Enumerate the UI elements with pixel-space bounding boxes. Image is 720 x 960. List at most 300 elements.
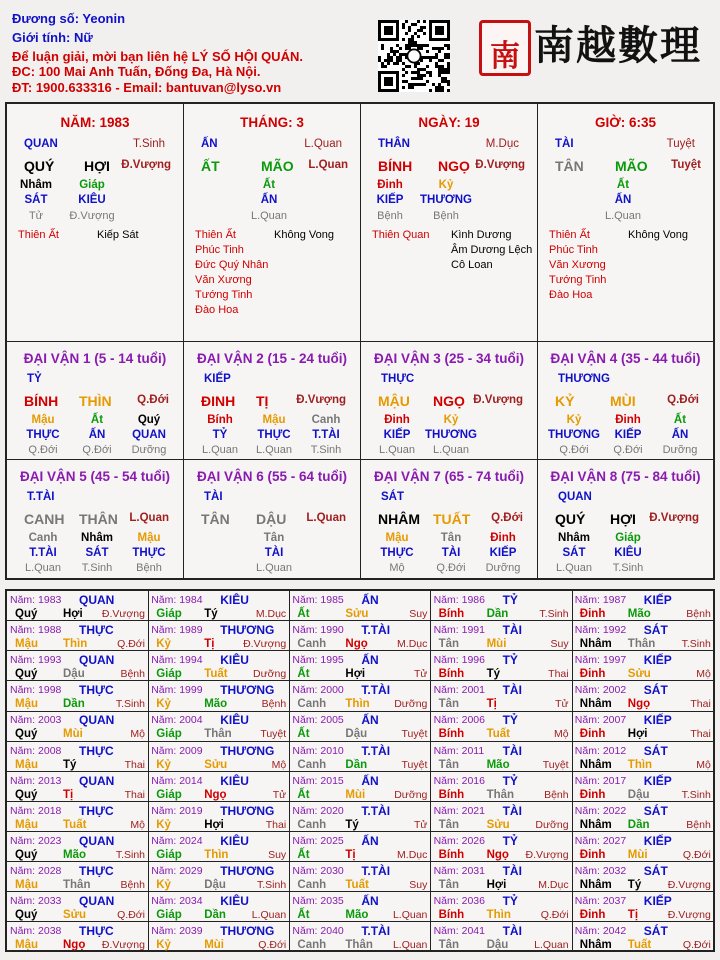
year-cell[interactable] xyxy=(148,621,290,651)
year-label xyxy=(575,835,626,847)
year-label xyxy=(292,775,343,787)
dai-van-hidden-god: QUAN xyxy=(132,429,166,441)
year-stem: Canh xyxy=(297,698,327,711)
qr-code-graphic xyxy=(378,20,450,92)
dai-van-hidden-stem: Tân xyxy=(440,532,462,544)
year-stage: Đ.Vượng xyxy=(525,848,569,861)
year-stage: Thai xyxy=(265,818,287,831)
dai-van-stage: L.Quan xyxy=(129,512,169,524)
heaven-god: THÂN xyxy=(378,138,410,150)
year-stem: Mậu xyxy=(15,638,38,651)
year-branch: Sửu xyxy=(63,909,87,921)
year-god: TÀI xyxy=(502,924,522,939)
year-god: KIẾP xyxy=(643,894,672,908)
year-cell[interactable] xyxy=(431,621,573,651)
year-label xyxy=(434,684,485,696)
year-cell[interactable] xyxy=(148,832,290,862)
year-branch: Tuất xyxy=(204,668,228,681)
year-value: 1984 xyxy=(179,594,203,606)
year-stage: Dưỡng xyxy=(394,698,428,711)
dai-van-god: T.TÀI xyxy=(27,491,55,503)
year-cell[interactable] xyxy=(289,862,431,892)
year-label xyxy=(575,684,626,696)
dai-van-hidden-stage: Q.Đới xyxy=(82,444,112,456)
dai-van-hidden-god: THƯƠNG xyxy=(425,429,477,441)
year-cell[interactable] xyxy=(572,862,714,892)
year-stem: Giáp xyxy=(156,848,182,861)
year-value: 2014 xyxy=(179,774,203,787)
dai-van-stage: Q.Đới xyxy=(667,394,699,406)
dai-van-branch: THÂN xyxy=(79,511,118,527)
year-prefix: Năm: xyxy=(151,714,180,727)
year-label xyxy=(575,745,626,757)
year-cell[interactable] xyxy=(431,802,573,832)
year-stem: Kỷ xyxy=(156,939,171,952)
year-cell[interactable] xyxy=(148,591,290,621)
year-branch: Tý xyxy=(345,818,359,831)
consult-note: Để luận giải, mời bạn liên hệ LÝ SỐ HỘI QUÁN. xyxy=(12,49,303,64)
dai-van-hidden-stem: Quý xyxy=(137,414,161,426)
dai-van-cell xyxy=(7,342,184,460)
year-stem: Đinh xyxy=(579,848,606,861)
year-label xyxy=(10,594,61,606)
year-cell[interactable] xyxy=(7,651,149,681)
year-cell[interactable] xyxy=(289,681,431,711)
year-branch: Tuất xyxy=(627,939,652,952)
year-stem: Tân xyxy=(438,698,460,711)
year-cell[interactable] xyxy=(148,862,290,892)
dai-van-cell xyxy=(538,460,713,578)
year-cell[interactable] xyxy=(7,621,149,651)
seal-stamp xyxy=(479,20,531,76)
dai-van-hidden-god: T.TÀI xyxy=(312,429,340,441)
year-stage: Dưỡng xyxy=(394,788,428,801)
year-branch: Thìn xyxy=(486,909,511,921)
star-left: Đức Quý Nhân xyxy=(195,259,269,271)
year-stage: Đ.Vượng xyxy=(101,939,145,952)
star-left: Văn Xương xyxy=(195,274,252,286)
year-cell[interactable] xyxy=(572,892,714,922)
dai-van-hidden-god: THỰC xyxy=(26,429,60,441)
year-stem: Quý xyxy=(15,788,38,801)
hidden-god: ẤN xyxy=(260,194,278,206)
year-prefix: Năm: xyxy=(433,744,462,757)
year-value: 2021 xyxy=(461,804,485,817)
year-god: THỰC xyxy=(79,623,114,638)
year-cell[interactable] xyxy=(148,802,290,832)
year-stem: Mậu xyxy=(15,878,38,891)
year-branch: Ngọ xyxy=(627,698,651,711)
year-cell[interactable] xyxy=(148,772,290,802)
year-stage: L.Quan xyxy=(251,909,287,921)
year-branch: Tị xyxy=(345,848,356,861)
year-value: 1983 xyxy=(38,594,62,606)
year-cell[interactable] xyxy=(572,742,714,772)
year-value: 2041 xyxy=(461,925,485,938)
year-cell[interactable] xyxy=(7,862,149,892)
year-label xyxy=(10,805,61,817)
year-god: THƯƠNG xyxy=(220,743,275,758)
year-label xyxy=(151,714,202,726)
year-branch: Dần xyxy=(63,698,85,711)
year-prefix: Năm: xyxy=(151,774,180,787)
earth-branch: MÃO xyxy=(261,158,294,174)
year-label xyxy=(10,745,61,757)
year-label xyxy=(434,805,485,817)
year-cell[interactable] xyxy=(289,802,431,832)
dai-van-hidden-god: KIẾP xyxy=(489,547,517,559)
year-stage: L.Quan xyxy=(392,909,428,921)
year-label xyxy=(575,594,626,606)
year-cell[interactable] xyxy=(572,621,714,651)
year-stage: Suy xyxy=(550,638,569,651)
year-stem: Canh xyxy=(297,638,327,651)
year-stage: Suy xyxy=(409,878,428,891)
year-stem: Giáp xyxy=(156,668,182,681)
dai-van-hidden-stem: Nhâm xyxy=(81,532,113,544)
year-cell[interactable] xyxy=(289,651,431,681)
year-value: 2028 xyxy=(38,864,62,877)
year-stem: Kỷ xyxy=(156,638,171,651)
year-cell[interactable] xyxy=(431,862,573,892)
dai-van-stem: KỶ xyxy=(555,393,575,409)
year-value: 2001 xyxy=(461,684,485,697)
year-prefix: Năm: xyxy=(433,594,462,606)
year-value: 1996 xyxy=(461,654,485,667)
year-prefix: Năm: xyxy=(292,774,321,787)
dai-van-stage: Q.Đới xyxy=(137,394,169,406)
year-branch: Tý xyxy=(204,608,218,620)
dai-van-hidden-stem: Mậu xyxy=(385,532,409,544)
year-cell[interactable] xyxy=(7,802,149,832)
year-stage: T.Sinh xyxy=(539,608,569,620)
star-right: Cô Loan xyxy=(451,259,493,271)
year-stage: L.Quan xyxy=(392,939,428,952)
year-cell[interactable] xyxy=(431,772,573,802)
year-prefix: Năm: xyxy=(433,895,462,907)
year-value: 2011 xyxy=(461,744,485,757)
year-cell[interactable] xyxy=(7,711,149,741)
year-stage: Thai xyxy=(690,728,711,741)
dai-van-hidden-stage: L.Quan xyxy=(255,562,293,574)
year-stage: Tử xyxy=(555,698,569,711)
year-label xyxy=(434,594,485,606)
year-cell[interactable] xyxy=(7,832,149,862)
star-left: Thiên Ất xyxy=(18,229,59,241)
year-cell[interactable] xyxy=(572,802,714,832)
hidden-god: ẤN xyxy=(614,194,632,206)
year-stage: Bệnh xyxy=(120,668,145,681)
year-label xyxy=(292,594,343,606)
pillar-cell xyxy=(538,104,713,342)
year-label xyxy=(10,714,61,726)
year-cell[interactable] xyxy=(431,651,573,681)
year-value: 2032 xyxy=(602,864,627,877)
year-prefix: Năm: xyxy=(574,594,603,606)
year-stage: Suy xyxy=(268,848,287,861)
year-stage: Tuyệt xyxy=(260,728,287,741)
year-label xyxy=(151,865,202,877)
dai-van-title: ĐẠI VẬN 4 (35 - 44 tuổi) xyxy=(550,351,701,366)
year-branch: Dần xyxy=(345,758,368,771)
header xyxy=(0,0,720,100)
year-cell[interactable] xyxy=(148,742,290,772)
dai-van-stem: ĐINH xyxy=(201,393,236,409)
pillar-title: THÁNG: 3 xyxy=(240,115,304,130)
year-prefix: Năm: xyxy=(574,624,603,637)
year-cell[interactable] xyxy=(289,922,431,952)
year-label xyxy=(575,865,626,877)
year-prefix: Năm: xyxy=(433,804,462,817)
dai-van-hidden-stem: Kỷ xyxy=(443,414,459,426)
year-cell[interactable] xyxy=(289,742,431,772)
year-value: 2002 xyxy=(602,684,627,697)
star-right: Kiếp Sát xyxy=(97,229,139,241)
year-cell[interactable] xyxy=(289,591,431,621)
year-cell[interactable] xyxy=(148,711,290,741)
year-value: 1988 xyxy=(38,624,62,637)
year-value: 2035 xyxy=(320,895,344,907)
year-prefix: Năm: xyxy=(292,654,321,667)
year-cell[interactable] xyxy=(431,892,573,922)
dai-van-cell xyxy=(184,342,361,460)
year-cell[interactable] xyxy=(148,922,290,952)
year-value: 2029 xyxy=(179,864,203,877)
year-stem: Tân xyxy=(438,638,460,651)
year-label xyxy=(10,895,61,907)
dai-van-hidden-stage: T.Sinh xyxy=(612,562,644,574)
year-value: 2019 xyxy=(179,804,203,817)
hidden-stem: Ất xyxy=(262,179,276,191)
year-label xyxy=(151,654,202,666)
year-stage: T.Sinh xyxy=(115,848,145,861)
year-stem: Bính xyxy=(438,728,465,741)
dai-van-title: ĐẠI VẬN 7 (65 - 74 tuổi) xyxy=(373,469,525,484)
year-stem: Nhâm xyxy=(579,758,612,771)
year-branch: Mùi xyxy=(63,728,83,741)
year-prefix: Năm: xyxy=(574,774,603,787)
year-label xyxy=(151,624,202,636)
year-cell[interactable] xyxy=(431,742,573,772)
star-right: Kình Dương xyxy=(451,229,512,241)
dai-van-branch: HỢI xyxy=(610,511,636,527)
year-value: 1997 xyxy=(602,654,627,667)
year-stage: Q.Đới xyxy=(258,939,287,952)
year-cell[interactable] xyxy=(7,742,149,772)
year-cell[interactable] xyxy=(148,892,290,922)
year-cell[interactable] xyxy=(431,591,573,621)
year-stage: Mộ xyxy=(696,758,711,771)
earth-branch: NGỌ xyxy=(438,158,470,174)
year-god: T.TÀI xyxy=(361,683,391,698)
hidden-stage: L.Quan xyxy=(604,210,642,222)
year-god: SÁT xyxy=(643,623,668,638)
year-label xyxy=(575,925,626,937)
annual-luck-table xyxy=(5,589,715,952)
year-cell[interactable] xyxy=(572,832,714,862)
year-value: 1985 xyxy=(320,594,344,606)
year-stem: Nhâm xyxy=(579,818,612,831)
year-stage: L.Quan xyxy=(534,939,569,952)
dai-van-hidden-god: KIẾP xyxy=(614,429,642,441)
year-label xyxy=(434,835,485,847)
year-value: 2025 xyxy=(320,834,344,847)
year-label xyxy=(292,745,343,757)
dai-van-stage: Đ.Vượng xyxy=(296,394,346,406)
dai-van-hidden-stage: L.Quan xyxy=(255,444,293,456)
dai-van-hidden-stage: Q.Đới xyxy=(613,444,643,456)
year-stem: Giáp xyxy=(156,909,182,921)
year-cell[interactable] xyxy=(572,711,714,741)
year-branch: Mùi xyxy=(627,848,648,861)
year-cell[interactable] xyxy=(431,681,573,711)
year-cell[interactable] xyxy=(572,591,714,621)
year-cell[interactable] xyxy=(431,832,573,862)
year-value: 2016 xyxy=(461,774,485,787)
year-prefix: Năm: xyxy=(292,714,321,727)
year-prefix: Năm: xyxy=(574,744,603,757)
year-prefix: Năm: xyxy=(292,834,321,847)
year-stem: Quý xyxy=(15,668,38,681)
year-god: SÁT xyxy=(643,924,668,939)
four-pillars-chart xyxy=(5,102,715,580)
year-stage: T.Sinh xyxy=(257,878,287,891)
year-god: THỰC xyxy=(79,924,114,939)
year-cell[interactable] xyxy=(7,681,149,711)
stage-top: L.Quan xyxy=(304,138,342,150)
dai-van-stage: Đ.Vượng xyxy=(649,512,699,524)
year-prefix: Năm: xyxy=(574,895,603,907)
year-branch: Tuất xyxy=(63,818,87,831)
dai-van-god: KIẾP xyxy=(204,373,231,385)
year-cell[interactable] xyxy=(431,711,573,741)
year-cell[interactable] xyxy=(148,681,290,711)
year-god: THỰC xyxy=(79,863,114,878)
year-god: T.TÀI xyxy=(361,623,391,638)
year-branch: Tuất xyxy=(345,878,369,891)
hidden-stage: Đ.Vượng xyxy=(69,210,115,222)
year-god: T.TÀI xyxy=(361,743,391,758)
year-cell[interactable] xyxy=(572,772,714,802)
year-prefix: Năm: xyxy=(292,594,321,606)
year-prefix: Năm: xyxy=(292,925,321,938)
year-prefix: Năm: xyxy=(10,925,39,938)
year-cell[interactable] xyxy=(572,651,714,681)
year-stem: Kỷ xyxy=(156,878,171,891)
year-branch: Thìn xyxy=(345,698,370,711)
year-cell[interactable] xyxy=(7,922,149,952)
year-stem: Canh xyxy=(297,939,327,952)
dai-van-hidden-god: THỰC xyxy=(380,547,414,559)
dai-van-hidden-stage: L.Quan xyxy=(378,444,416,456)
dai-van-god: SÁT xyxy=(381,491,404,503)
year-value: 2020 xyxy=(320,804,344,817)
dai-van-hidden-god: ẤN xyxy=(671,429,689,441)
year-label xyxy=(575,714,626,726)
year-stem: Đinh xyxy=(579,608,606,620)
year-cell[interactable] xyxy=(7,591,149,621)
seal-char: 南 xyxy=(490,39,520,74)
year-branch: Dậu xyxy=(486,939,509,952)
year-stem: Đinh xyxy=(579,909,606,921)
year-prefix: Năm: xyxy=(151,864,180,877)
star-left: Văn Xương xyxy=(549,259,606,271)
year-stem: Bính xyxy=(438,909,465,921)
dai-van-stem: BÍNH xyxy=(24,393,59,409)
year-value: 2010 xyxy=(320,744,344,757)
year-value: 2018 xyxy=(38,804,62,817)
year-branch: Thân xyxy=(204,728,232,741)
year-branch: Sửu xyxy=(486,818,510,831)
year-prefix: Năm: xyxy=(151,895,180,907)
pillar-cell xyxy=(7,104,184,342)
year-label xyxy=(292,684,343,696)
year-stem: Canh xyxy=(297,758,327,771)
year-god: TÀI xyxy=(502,743,522,758)
year-cell[interactable] xyxy=(289,621,431,651)
year-stem: Ất xyxy=(297,608,310,620)
year-cell[interactable] xyxy=(148,651,290,681)
dai-van-hidden-stage: L.Quan xyxy=(432,444,470,456)
year-branch: Thân xyxy=(345,939,373,952)
year-cell[interactable] xyxy=(431,922,573,952)
star-left: Đào Hoa xyxy=(549,289,593,301)
year-cell[interactable] xyxy=(289,772,431,802)
year-value: 2000 xyxy=(320,684,344,697)
hidden-god: KIẾP xyxy=(376,194,404,206)
hidden-stage: Tử xyxy=(28,210,44,222)
dai-van-god: TÀI xyxy=(204,491,223,503)
dai-van-branch: THÌN xyxy=(79,393,112,409)
year-prefix: Năm: xyxy=(151,744,180,757)
year-prefix: Năm: xyxy=(10,774,39,787)
hidden-stage: Bệnh xyxy=(377,210,403,222)
year-cell[interactable] xyxy=(7,772,149,802)
dai-van-cell xyxy=(7,460,184,578)
year-god: TÀI xyxy=(502,803,522,818)
heaven-god: ẤN xyxy=(201,138,218,150)
year-cell[interactable] xyxy=(572,681,714,711)
year-stem: Bính xyxy=(438,608,465,620)
year-cell[interactable] xyxy=(289,892,431,922)
dai-van-hidden-stem: Đinh xyxy=(615,414,641,426)
year-cell[interactable] xyxy=(572,922,714,952)
dai-van-hidden-stem: Kỷ xyxy=(566,414,582,426)
year-label xyxy=(434,745,485,757)
year-value: 2003 xyxy=(38,714,62,727)
qr-code[interactable] xyxy=(378,20,450,92)
year-label xyxy=(292,895,343,907)
year-branch: Tị xyxy=(204,638,215,651)
year-branch: Dậu xyxy=(204,878,226,891)
dai-van-hidden-stage: L.Quan xyxy=(555,562,593,574)
year-cell[interactable] xyxy=(289,711,431,741)
year-value: 2022 xyxy=(602,804,627,817)
year-cell[interactable] xyxy=(289,832,431,862)
year-value: 2023 xyxy=(38,834,62,847)
year-prefix: Năm: xyxy=(151,624,180,637)
heaven-stem: BÍNH xyxy=(378,158,413,174)
year-branch: Thân xyxy=(63,878,91,891)
year-god: KIẾP xyxy=(643,833,672,848)
stage-top: T.Sinh xyxy=(133,138,165,150)
year-god: TỶ xyxy=(502,653,518,668)
dai-van-cell xyxy=(361,460,538,578)
dai-van-hidden-god: TÀI xyxy=(441,547,461,559)
year-cell[interactable] xyxy=(7,892,149,922)
dai-van-god: THƯƠNG xyxy=(558,373,610,385)
year-god: ẤN xyxy=(361,894,379,908)
